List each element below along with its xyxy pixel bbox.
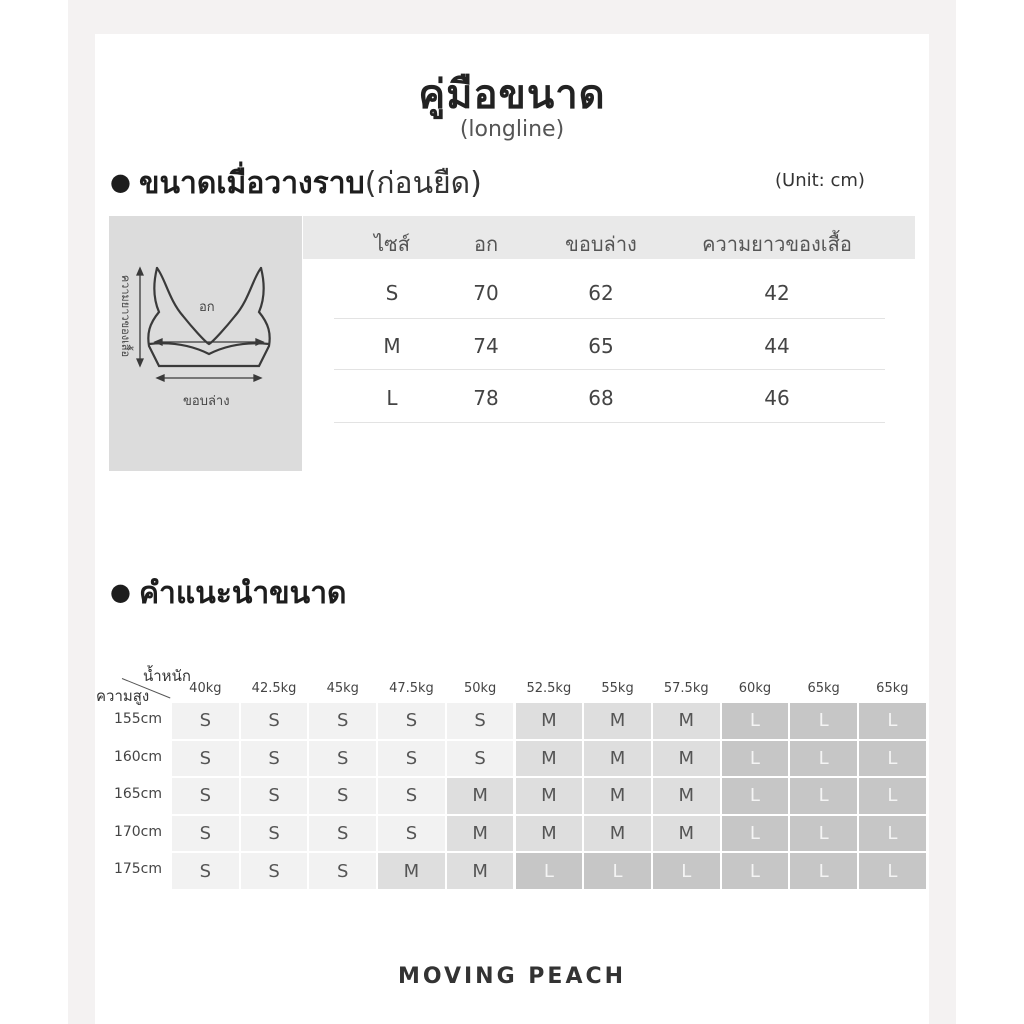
- size-cell: L: [652, 852, 721, 890]
- table-cell: 44: [764, 334, 790, 358]
- size-cell: M: [515, 740, 584, 778]
- size-cell: S: [171, 852, 240, 890]
- height-label: 170cm: [113, 823, 162, 840]
- size-cell: S: [171, 740, 240, 778]
- size-recommendation-heading-text: คำแนะนำขนาด: [138, 576, 347, 611]
- weight-label: 45kg: [326, 681, 359, 696]
- size-cell: M: [583, 815, 652, 853]
- flat-measurement-heading-note: (ก่อนยืด): [364, 166, 482, 201]
- size-cell: S: [377, 815, 446, 853]
- table-cell: M: [383, 334, 401, 358]
- height-label: 175cm: [113, 861, 162, 878]
- row-divider: [334, 422, 885, 423]
- size-cell: L: [789, 740, 858, 778]
- size-cell: S: [377, 740, 446, 778]
- size-cell: S: [308, 852, 377, 890]
- page-subtitle: (longline): [459, 117, 565, 142]
- weight-label: 52.5kg: [526, 681, 572, 696]
- weight-label: 65kg: [807, 681, 840, 696]
- size-cell: S: [240, 815, 309, 853]
- column-header-length: ความยาวของเสื้อ: [702, 232, 852, 256]
- size-cell: L: [858, 740, 927, 778]
- length-label: ความยาวของเสื้อ: [119, 274, 132, 358]
- bullet-icon: ●: [110, 578, 131, 606]
- column-header-underband: ขอบล่าง: [565, 232, 637, 256]
- weight-label: 57.5kg: [663, 681, 709, 696]
- size-cell: M: [583, 777, 652, 815]
- weight-label: 42.5kg: [251, 681, 297, 696]
- flat-measurement-heading-text: ขนาดเมื่อวางราบ: [138, 166, 365, 201]
- brand-logo: MOVING PEACH: [397, 964, 627, 989]
- size-cell: S: [377, 777, 446, 815]
- size-cell: L: [721, 702, 790, 740]
- size-cell: S: [171, 702, 240, 740]
- weight-axis-label: น้ำหนัก: [143, 667, 191, 685]
- height-label: 155cm: [113, 711, 162, 727]
- size-cell: L: [858, 777, 927, 815]
- size-cell: S: [308, 702, 377, 740]
- height-label: 160cm: [113, 748, 162, 765]
- size-cell: M: [652, 702, 721, 740]
- table-cell: 42: [764, 281, 790, 305]
- table-cell: L: [386, 386, 398, 410]
- size-cell: S: [240, 740, 309, 778]
- size-cell: M: [515, 815, 584, 853]
- size-cell: L: [721, 815, 790, 853]
- flat-measurement-heading: [110, 160, 482, 207]
- size-cell: L: [789, 777, 858, 815]
- weight-label: 65kg: [876, 681, 909, 696]
- size-cell: L: [721, 777, 790, 815]
- size-cell: L: [789, 815, 858, 853]
- column-header-chest: อก: [473, 232, 499, 256]
- size-cell: L: [721, 740, 790, 778]
- size-cell: S: [171, 815, 240, 853]
- size-cell: S: [308, 777, 377, 815]
- size-cell: M: [583, 740, 652, 778]
- size-cell: S: [308, 740, 377, 778]
- table-cell: 46: [764, 386, 790, 410]
- size-cell: L: [721, 852, 790, 890]
- table-cell: 65: [588, 334, 614, 358]
- size-cell: M: [652, 777, 721, 815]
- row-divider: [334, 369, 885, 370]
- underband-label: ขอบล่าง: [183, 394, 230, 409]
- height-axis-label: ความสูง: [96, 687, 150, 705]
- size-cell: L: [858, 702, 927, 740]
- size-cell: S: [240, 702, 309, 740]
- bra-outline-icon: [109, 216, 302, 471]
- size-cell: M: [446, 815, 515, 853]
- size-recommendation-grid: [171, 702, 927, 890]
- page-title: คู่มือขนาด: [418, 72, 606, 118]
- size-cell: L: [858, 815, 927, 853]
- unit-label: (Unit: cm): [775, 170, 865, 191]
- size-cell: M: [446, 852, 515, 890]
- size-recommendation-heading: [110, 570, 347, 617]
- size-cell: S: [171, 777, 240, 815]
- weight-label: 47.5kg: [389, 681, 434, 696]
- table-cell: 74: [473, 334, 499, 358]
- weight-label: 55kg: [601, 681, 634, 696]
- size-cell: L: [789, 852, 858, 890]
- size-cell: M: [515, 702, 584, 740]
- size-cell: S: [446, 740, 515, 778]
- column-header-size: ไซส์: [374, 232, 410, 256]
- size-cell: M: [583, 702, 652, 740]
- table-cell: 78: [473, 386, 499, 410]
- table-cell: 70: [473, 281, 499, 305]
- size-cell: L: [583, 852, 652, 890]
- size-cell: M: [515, 777, 584, 815]
- size-cell: S: [308, 815, 377, 853]
- table-cell: 62: [588, 281, 614, 305]
- table-cell: 68: [588, 386, 614, 410]
- size-cell: M: [652, 740, 721, 778]
- size-cell: M: [446, 777, 515, 815]
- row-divider: [334, 318, 885, 319]
- size-cell: S: [446, 702, 515, 740]
- size-cell: M: [652, 815, 721, 853]
- table-cell: S: [385, 281, 399, 305]
- bra-measurement-diagram: [109, 216, 302, 471]
- size-cell: L: [789, 702, 858, 740]
- weight-label: 40kg: [189, 681, 222, 696]
- size-cell: S: [240, 852, 309, 890]
- height-label: 165cm: [113, 786, 162, 803]
- weight-label: 60kg: [738, 681, 772, 696]
- size-cell: M: [377, 852, 446, 890]
- size-cell: S: [240, 777, 309, 815]
- size-cell: S: [377, 702, 446, 740]
- weight-label: 50kg: [463, 681, 497, 696]
- bullet-icon: ●: [110, 168, 131, 196]
- size-cell: L: [858, 852, 927, 890]
- size-cell: L: [515, 852, 584, 890]
- chest-label: อก: [199, 300, 215, 315]
